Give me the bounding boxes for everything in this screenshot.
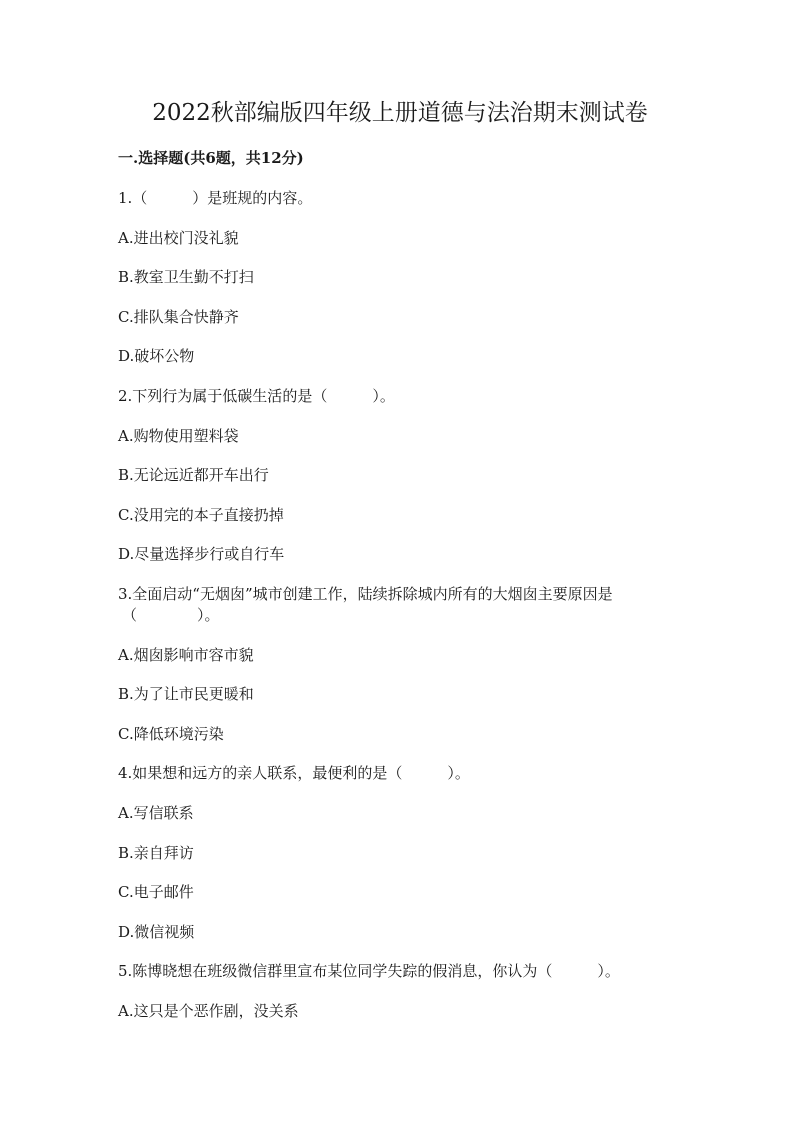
question-1-option-b: B.教室卫生勤不打扫 [118, 268, 254, 286]
question-4-option-c: C.电子邮件 [118, 883, 194, 901]
question-3-stem: 3.全面启动“无烟囱”城市创建工作，陆续拆除城内所有的大烟囱主要原因是 [118, 585, 613, 603]
question-2-option-b: B.无论远近都开车出行 [118, 466, 269, 484]
question-3-option-c: C.降低环境污染 [118, 725, 224, 743]
question-4-option-b: B.亲自拜访 [118, 844, 194, 862]
question-1-stem: 1.（ ）是班规的内容。 [118, 189, 313, 207]
question-4-option-d: D.微信视频 [118, 923, 195, 941]
question-5-option-a: A.这只是个恶作剧，没关系 [118, 1002, 299, 1020]
question-2-option-d: D.尽量选择步行或自行车 [118, 545, 285, 563]
question-5-stem: 5.陈博晓想在班级微信群里宣布某位同学失踪的假消息，你认为（ ）。 [118, 962, 620, 980]
question-3-option-b: B.为了让市民更暖和 [118, 685, 254, 703]
question-3-stem-continued: （ ）。 [122, 606, 220, 624]
question-2-option-a: A.购物使用塑料袋 [118, 427, 239, 445]
question-1-option-a: A.进出校门没礼貌 [118, 229, 239, 247]
exam-title: 2022秋部编版四年级上册道德与法治期末测试卷 [152, 100, 648, 126]
question-2-stem: 2.下列行为属于低碳生活的是（ ）。 [118, 387, 395, 405]
question-4-option-a: A.写信联系 [118, 804, 194, 822]
question-4-stem: 4.如果想和远方的亲人联系，最便利的是（ ）。 [118, 764, 470, 782]
section-heading: 一.选择题(共6题，共12分) [118, 149, 304, 167]
question-1-option-d: D.破坏公物 [118, 347, 195, 365]
question-2-option-c: C.没用完的本子直接扔掉 [118, 506, 284, 524]
question-1-option-c: C.排队集合快静齐 [118, 308, 239, 326]
question-3-option-a: A.烟囱影响市容市貌 [118, 646, 254, 664]
